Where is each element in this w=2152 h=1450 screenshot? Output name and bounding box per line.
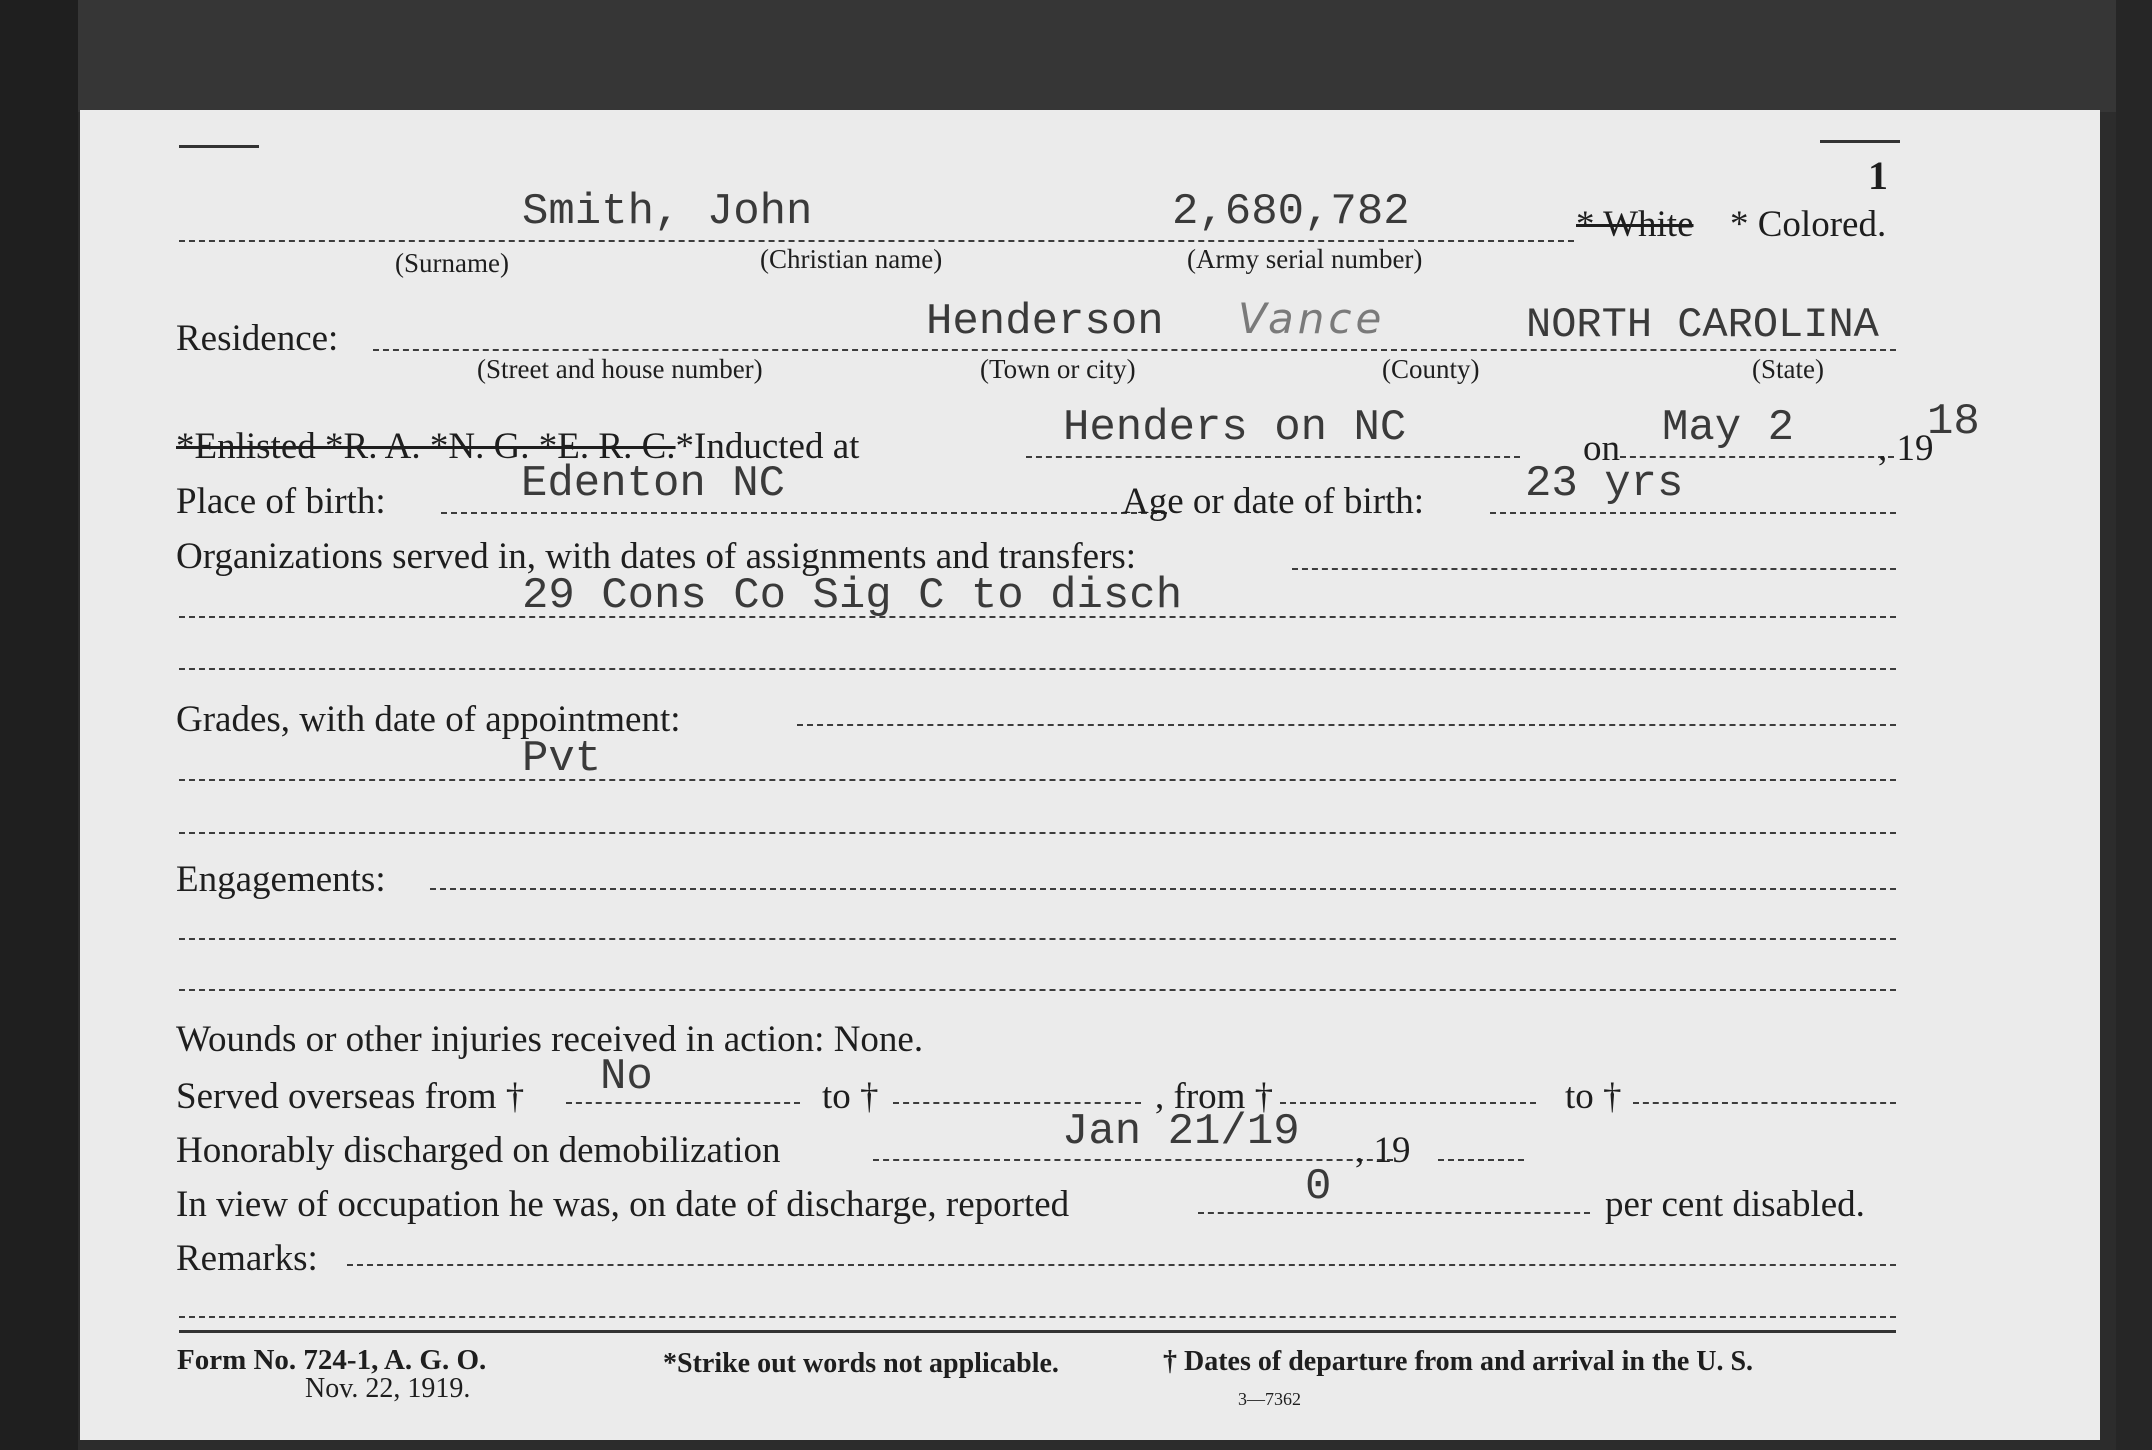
birthplace-line (441, 512, 1167, 514)
age-line (1490, 512, 1896, 514)
service-record-card (80, 110, 2100, 1440)
scan-background-top (0, 0, 2152, 112)
disability-suffix: per cent disabled. (1605, 1184, 1865, 1225)
top-right-mark (1820, 140, 1900, 143)
overseas-from-line (566, 1102, 800, 1104)
inducted-at-line (1026, 456, 1520, 458)
print-code: 3—7362 (1238, 1389, 1301, 1409)
organizations-line-2 (179, 616, 1896, 618)
age-value: 23 yrs (1525, 459, 1684, 509)
engagements-line-3 (179, 989, 1896, 991)
remarks-line-1 (347, 1264, 1896, 1266)
town-value: Henderson (926, 297, 1164, 347)
label-county: (County) (1382, 354, 1480, 384)
overseas-to-line-2 (1633, 1102, 1896, 1104)
wounds-label: Wounds or other injuries received in action: None. (176, 1019, 924, 1060)
name-line (179, 240, 1574, 242)
label-state: (State) (1752, 354, 1824, 384)
overseas-from-label-2: , from † (1155, 1076, 1274, 1117)
label-surname: (Surname) (395, 248, 509, 278)
scan-background-left (0, 0, 78, 1450)
grades-line-3 (179, 832, 1896, 834)
residence-line (373, 349, 1896, 351)
footnote-dagger: † Dates of departure from and arrival in the U. S. (1163, 1346, 1754, 1377)
race-white-text: * White (1576, 204, 1694, 245)
discharge-year-line (1438, 1159, 1524, 1161)
race-colored: * Colored. (1730, 204, 1887, 245)
name-value: Smith, John (522, 187, 813, 237)
engagements-line-2 (179, 938, 1896, 940)
on-label: on (1583, 428, 1620, 469)
label-town: (Town or city) (980, 354, 1136, 384)
card-number: 1 (1868, 153, 1888, 198)
overseas-to-line (893, 1102, 1141, 1104)
organizations-label: Organizations served in, with dates of assignments and transfers: (176, 536, 1137, 577)
form-number: Form No. 724-1, A. G. O. (177, 1344, 487, 1376)
overseas-label: Served overseas from † (176, 1076, 525, 1117)
label-christian-name: (Christian name) (760, 244, 943, 274)
disability-label: In view of occupation he was, on date of discharge, reported (176, 1184, 1070, 1225)
form-date: Nov. 22, 1919. (305, 1373, 471, 1404)
year-prefix: , 19 (1878, 428, 1934, 469)
disability-line (1198, 1212, 1590, 1214)
discharge-date-line (873, 1159, 1393, 1161)
footnote-strike: *Strike out words not applicable. (663, 1348, 1059, 1379)
organizations-line-3 (179, 668, 1896, 670)
engagements-label: Engagements: (176, 859, 386, 900)
engagements-line-1 (430, 888, 1896, 890)
remarks-line-2 (179, 1316, 1896, 1318)
inducted-date-line (1620, 456, 1894, 458)
label-serial-number: (Army serial number) (1187, 244, 1423, 274)
inducted-label: *Inducted at (675, 426, 860, 467)
grades-line-2 (179, 779, 1896, 781)
age-label: Age or date of birth: (1122, 481, 1425, 522)
county-value: Vance (1238, 294, 1386, 343)
birthplace-label: Place of birth: (176, 481, 386, 522)
overseas-to-label-2: to † (1565, 1076, 1622, 1117)
race-white (1576, 206, 1694, 243)
grades-line-1 (797, 724, 1896, 726)
inducted-year-value: 18 (1927, 397, 1980, 447)
overseas-from-value: No (600, 1052, 653, 1102)
discharge-label: Honorably discharged on demobilization (176, 1130, 781, 1171)
remarks-label: Remarks: (176, 1238, 318, 1279)
footer-rule (179, 1330, 1896, 1333)
birthplace-value: Edenton NC (521, 459, 786, 509)
discharge-year-label: , 19 (1355, 1130, 1411, 1171)
serial-number-value: 2,680,782 (1172, 187, 1410, 237)
enlisted-struck-text: *Enlisted *R. A. *N. G. *E. R. C. (176, 426, 676, 467)
scan-background-right (2116, 0, 2152, 1450)
organizations-value: 29 Cons Co Sig C to disch (522, 571, 1183, 621)
label-street: (Street and house number) (477, 354, 763, 384)
grades-label: Grades, with date of appointment: (176, 699, 681, 740)
overseas-from-line-2 (1280, 1102, 1536, 1104)
residence-label: Residence: (176, 318, 339, 359)
grade-value: Pvt (522, 734, 602, 784)
inducted-at-value: Henders on NC (1063, 403, 1407, 453)
state-value: NORTH CAROLINA (1526, 301, 1879, 349)
overseas-to-label: to † (822, 1076, 879, 1117)
disability-value: 0 (1305, 1162, 1332, 1212)
organizations-line-1 (1292, 568, 1896, 570)
inducted-date-value: May 2 (1662, 403, 1795, 453)
top-left-mark (179, 145, 259, 148)
discharge-date-value: Jan 21/19 (1062, 1107, 1300, 1157)
